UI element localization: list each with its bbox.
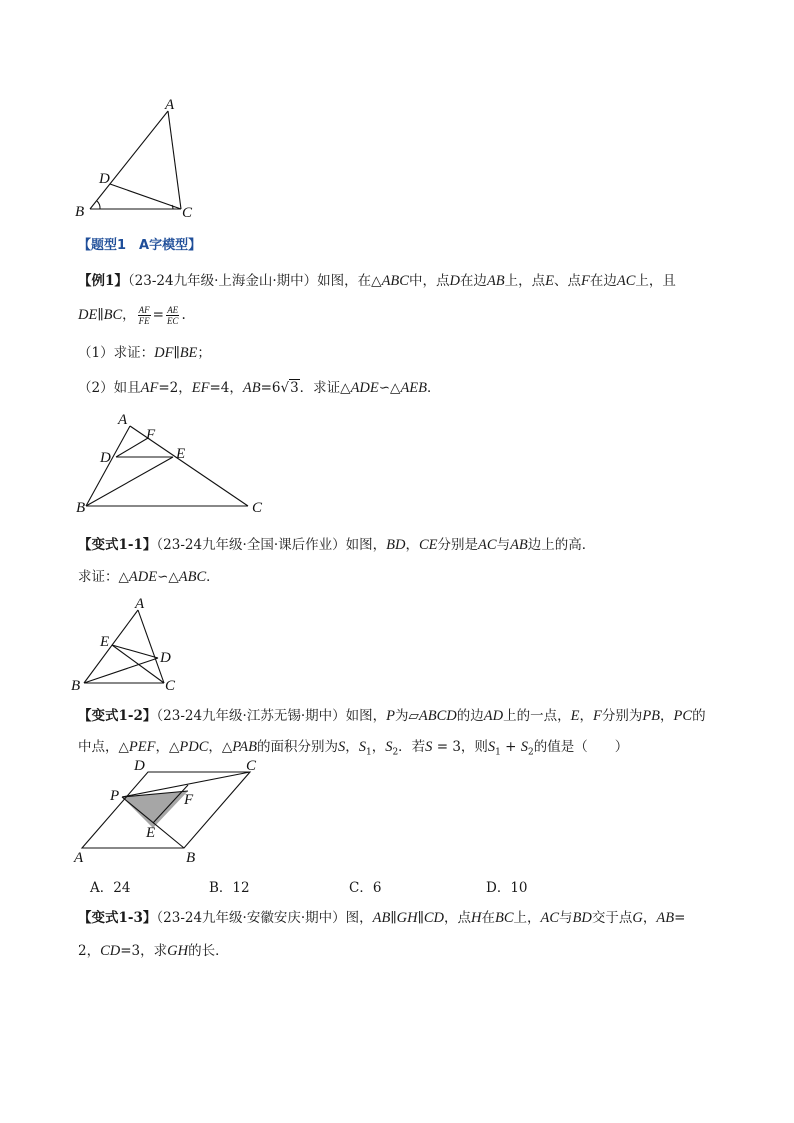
label-f: F [146, 427, 156, 443]
label-d: D [160, 650, 171, 666]
text: 如图，在△ [317, 273, 382, 289]
math: CE [419, 537, 438, 553]
math: F [581, 273, 590, 289]
text: ． [427, 380, 441, 396]
variant12-line2 [78, 737, 628, 763]
math: AB [510, 537, 528, 553]
math: BD [572, 910, 592, 926]
math: ABC [178, 569, 207, 585]
math: S [520, 739, 529, 755]
math: GH [396, 910, 418, 926]
math: AC [478, 537, 497, 553]
text: 在边 [459, 273, 487, 289]
text: 的边 [456, 708, 484, 724]
fraction-af-fe [138, 305, 151, 326]
example1-question1 [78, 343, 211, 363]
variant13-line2 [78, 941, 229, 961]
figure-example1-svg [70, 408, 270, 518]
math: P [386, 708, 396, 724]
math: F [592, 708, 602, 724]
example1-line2 [78, 305, 186, 326]
math: PB [642, 708, 661, 724]
text: （1）求证： [78, 345, 155, 361]
figure-variant12 [66, 760, 276, 870]
math: BE [179, 345, 198, 361]
math: S [487, 739, 496, 755]
text: = [674, 910, 686, 926]
text: 与 [559, 910, 573, 926]
equals-sign: = [152, 307, 164, 323]
math: D [449, 273, 460, 289]
label-a: A [74, 850, 84, 866]
radicand: 3 [290, 380, 299, 396]
math: S [337, 739, 346, 755]
text: ； [197, 345, 211, 361]
label-a: A [135, 596, 145, 612]
text: 为▱ [395, 708, 419, 724]
math: AC [616, 273, 636, 289]
text: 上，点 [504, 273, 546, 289]
label-f: F [184, 792, 194, 808]
variant13-line1 [78, 908, 685, 928]
math: EF [191, 380, 210, 396]
text: ． [206, 569, 220, 585]
variant11-tag: 【变式1-1】 [78, 537, 157, 553]
text: 在边 [589, 273, 617, 289]
math: AB [372, 910, 391, 926]
text: 在 [481, 910, 495, 926]
option-c[interactable]: C．6 [349, 880, 382, 896]
text: . [181, 307, 186, 323]
segment-df [116, 438, 148, 457]
text: 的面积分别为 [256, 739, 338, 755]
parallel-symbol: ∥ [390, 910, 397, 926]
math: ABCD [418, 708, 457, 724]
math: CD [100, 943, 121, 959]
math: E [570, 708, 580, 724]
segment-ab [90, 111, 168, 209]
section-title: 【题型1 A字模型】 [78, 238, 202, 253]
fraction-ae-ec [166, 305, 180, 326]
text: 如图， [345, 708, 387, 724]
variant13-tag: 【变式1-3】 [78, 910, 157, 926]
label-b: B [186, 850, 196, 866]
math: G [632, 910, 643, 926]
subscript: 1 [495, 747, 501, 758]
text: 的值是（ ） [533, 739, 629, 755]
text: =4， [209, 380, 243, 396]
text: 边上的高． [527, 537, 596, 553]
math: PDC [179, 739, 209, 755]
text: ， [579, 708, 593, 724]
fraction-numerator: AE [167, 305, 179, 315]
example1-source: （23-24九年级·上海金山·期中） [127, 273, 318, 289]
figure-triangle-abc [70, 95, 210, 225]
variant11-line2 [78, 567, 220, 587]
variant11-line1 [78, 535, 595, 555]
text: （2）如且 [78, 380, 141, 396]
text: ，点 [443, 910, 471, 926]
math: AD [483, 708, 504, 724]
variant11-source: （23-24九年级·全国·课后作业） [156, 537, 346, 553]
figure-variant11-svg [66, 592, 196, 697]
math: DE [78, 307, 98, 323]
angle-mark-b [97, 201, 100, 209]
text: 中点，△ [78, 739, 129, 755]
label-d: D [134, 758, 145, 774]
variant12-source: （23-24九年级·江苏无锡·期中） [156, 708, 346, 724]
option-d[interactable]: D．10 [486, 880, 528, 896]
text: ，△ [208, 739, 233, 755]
example1-line1 [78, 271, 676, 291]
label-b: B [76, 500, 86, 516]
math: AB [486, 273, 505, 289]
parallel-symbol: ∥ [173, 345, 180, 361]
text: 上，且 [635, 273, 676, 289]
text: 上的一点， [503, 708, 571, 724]
label-c: C [246, 758, 257, 774]
fraction-denominator: FE [138, 316, 150, 326]
text: ， [122, 307, 136, 323]
label-d: D [100, 450, 111, 466]
subscript: 1 [365, 747, 372, 758]
variant12-tag: 【变式1-2】 [78, 708, 157, 724]
text: =3，求 [120, 943, 168, 959]
label-p: P [110, 788, 120, 804]
angle-mark-c [172, 205, 173, 209]
math: PC [673, 708, 693, 724]
label-a: A [165, 97, 175, 113]
label-e: E [100, 634, 110, 650]
similar-symbol: ∽△ [157, 569, 179, 585]
text: 上， [513, 910, 541, 926]
text: ．若 [398, 739, 426, 755]
math: E [545, 273, 555, 289]
text: ，△ [155, 739, 180, 755]
parallel-symbol: ∥ [97, 307, 104, 323]
text: 求证：△ [78, 569, 129, 585]
fraction-denominator: EC [166, 316, 179, 326]
math: AEB [400, 380, 428, 396]
label-a: A [118, 412, 128, 428]
segment-dc [110, 184, 181, 209]
math: BD [386, 537, 406, 553]
text: =6 [260, 380, 281, 396]
math: BC [103, 307, 123, 323]
math: BC [494, 910, 514, 926]
math: PAB [232, 739, 257, 755]
example1-tag: 【例1】 [78, 273, 128, 289]
text: 分别是 [437, 537, 479, 553]
figure-variant11 [66, 592, 196, 697]
text: 中，点 [408, 273, 450, 289]
math: DF [154, 345, 174, 361]
text: ， [345, 739, 359, 755]
text: 交于点 [591, 910, 633, 926]
text: = 3 [432, 739, 461, 755]
text: 如图， [345, 537, 387, 553]
math: AF [140, 380, 159, 396]
segment-ce [112, 645, 164, 683]
label-b: B [71, 678, 81, 694]
math: ADE [350, 380, 379, 396]
fraction-numerator: AF [138, 305, 150, 315]
text: 2， [78, 943, 101, 959]
math: S [385, 739, 393, 755]
segment-ab [84, 610, 138, 683]
variant13-source: （23-24九年级·安徽安庆·期中） [156, 910, 346, 926]
text: 与 [496, 537, 511, 553]
label-c: C [182, 205, 193, 221]
math: S [425, 739, 433, 755]
text: 图， [345, 910, 373, 926]
text: ， [405, 537, 419, 553]
segment-ac [138, 610, 164, 683]
label-e: E [146, 825, 156, 841]
similar-symbol: ∽△ [378, 380, 401, 396]
figure-variant12-svg [66, 760, 276, 870]
label-e: E [176, 446, 186, 462]
text: =2， [158, 380, 192, 396]
text: 分别为 [601, 708, 643, 724]
label-c: C [252, 500, 263, 516]
math: H [470, 910, 482, 926]
sqrt-three: √3 [280, 380, 299, 396]
figure-triangle-abc-svg [70, 95, 210, 225]
parallel-symbol: ∥ [417, 910, 424, 926]
text: 的 [692, 708, 706, 724]
text: ， [371, 739, 386, 755]
math: ABC [381, 273, 409, 289]
math: AB [242, 380, 261, 396]
math: ADE [128, 569, 158, 585]
subscript: 2 [392, 747, 399, 758]
math: GH [167, 943, 189, 959]
text: ．求证△ [299, 380, 351, 396]
math: PEF [128, 739, 156, 755]
figure-example1 [70, 408, 270, 518]
subscript: 2 [528, 747, 534, 758]
math: CD [423, 910, 444, 926]
text: ， [660, 708, 674, 724]
option-b[interactable]: B．12 [209, 880, 250, 896]
math: S [358, 739, 366, 755]
example1-question2 [78, 378, 441, 398]
label-b: B [75, 204, 85, 220]
text: 的长． [188, 943, 229, 959]
option-a[interactable]: A．24 [90, 880, 131, 896]
label-d: D [99, 171, 110, 187]
variant12-line1 [78, 706, 706, 726]
math: AC [540, 910, 560, 926]
segment-ac [168, 111, 181, 209]
text: + [500, 739, 521, 755]
section-heading [78, 236, 201, 256]
text: ，则 [460, 739, 488, 755]
math: AB [656, 910, 675, 926]
text: ， [642, 910, 657, 926]
text: 、点 [554, 273, 582, 289]
label-c: C [165, 678, 176, 694]
